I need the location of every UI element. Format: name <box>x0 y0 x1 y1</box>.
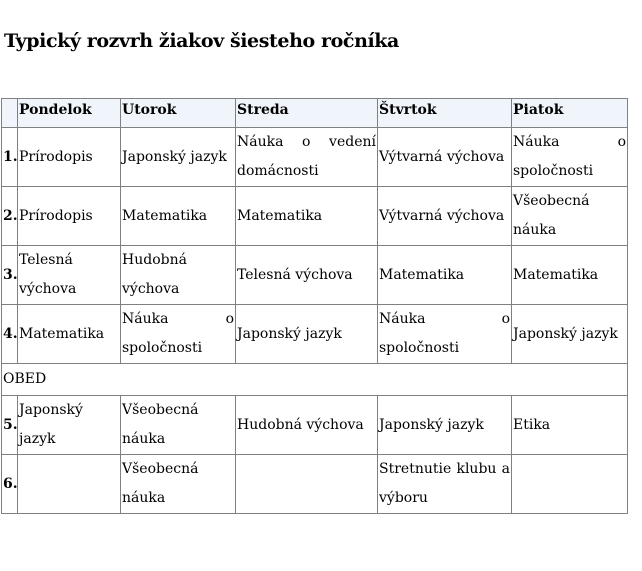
table-cell: Japonský jazyk <box>512 305 628 364</box>
table-cell: Matematika <box>378 246 512 305</box>
table-cell: Hudobná výchova <box>121 246 236 305</box>
schedule-table <box>1 98 628 514</box>
header-utorok: Utorok <box>121 99 236 128</box>
table-row <box>2 246 628 305</box>
period-number: 4. <box>2 305 18 364</box>
header-streda: Streda <box>236 99 378 128</box>
table-cell <box>236 455 378 514</box>
table-cell <box>512 455 628 514</box>
table-cell: Prírodopis <box>18 128 121 187</box>
table-cell: Japonský jazyk <box>236 305 378 364</box>
table-cell: Japonský jazyk <box>18 396 121 455</box>
period-number: 3. <box>2 246 18 305</box>
header-pondelok: Pondelok <box>18 99 121 128</box>
lunch-row <box>2 364 628 396</box>
table-cell: Náuka o spoločnosti <box>512 128 628 187</box>
header-piatok: Piatok <box>512 99 628 128</box>
table-cell: Etika <box>512 396 628 455</box>
table-cell: Matematika <box>512 246 628 305</box>
table-cell: Náuka o spoločnosti <box>121 305 236 364</box>
table-cell <box>18 455 121 514</box>
table-cell: Náuka o spoločnosti <box>378 305 512 364</box>
table-row <box>2 187 628 246</box>
period-number: 6. <box>2 455 18 514</box>
header-corner <box>2 99 18 128</box>
table-row <box>2 305 628 364</box>
table-row <box>2 396 628 455</box>
lunch-cell: OBED <box>2 364 628 396</box>
page-title: Typický rozvrh žiakov šiesteho ročníka <box>4 30 399 52</box>
table-row <box>2 455 628 514</box>
table-cell: Telesná výchova <box>236 246 378 305</box>
header-stvrtok: Štvrtok <box>378 99 512 128</box>
period-number: 2. <box>2 187 18 246</box>
table-cell: Výtvarná výchova <box>378 187 512 246</box>
table-cell: Stretnutie klubu a výboru <box>378 455 512 514</box>
period-number: 1. <box>2 128 18 187</box>
table-cell: Matematika <box>121 187 236 246</box>
table-cell: Všeobecná náuka <box>121 455 236 514</box>
table-row <box>2 128 628 187</box>
table-cell: Japonský jazyk <box>121 128 236 187</box>
table-cell: Hudobná výchova <box>236 396 378 455</box>
table-cell: Matematika <box>18 305 121 364</box>
table-cell: Japonský jazyk <box>378 396 512 455</box>
table-cell: Prírodopis <box>18 187 121 246</box>
table-cell: Telesná výchova <box>18 246 121 305</box>
period-number: 5. <box>2 396 18 455</box>
header-row <box>2 99 628 128</box>
table-cell: Všeobecná náuka <box>512 187 628 246</box>
table-cell: Náuka o vedení domácnosti <box>236 128 378 187</box>
table-cell: Všeobecná náuka <box>121 396 236 455</box>
table-cell: Matematika <box>236 187 378 246</box>
table-cell: Výtvarná výchova <box>378 128 512 187</box>
